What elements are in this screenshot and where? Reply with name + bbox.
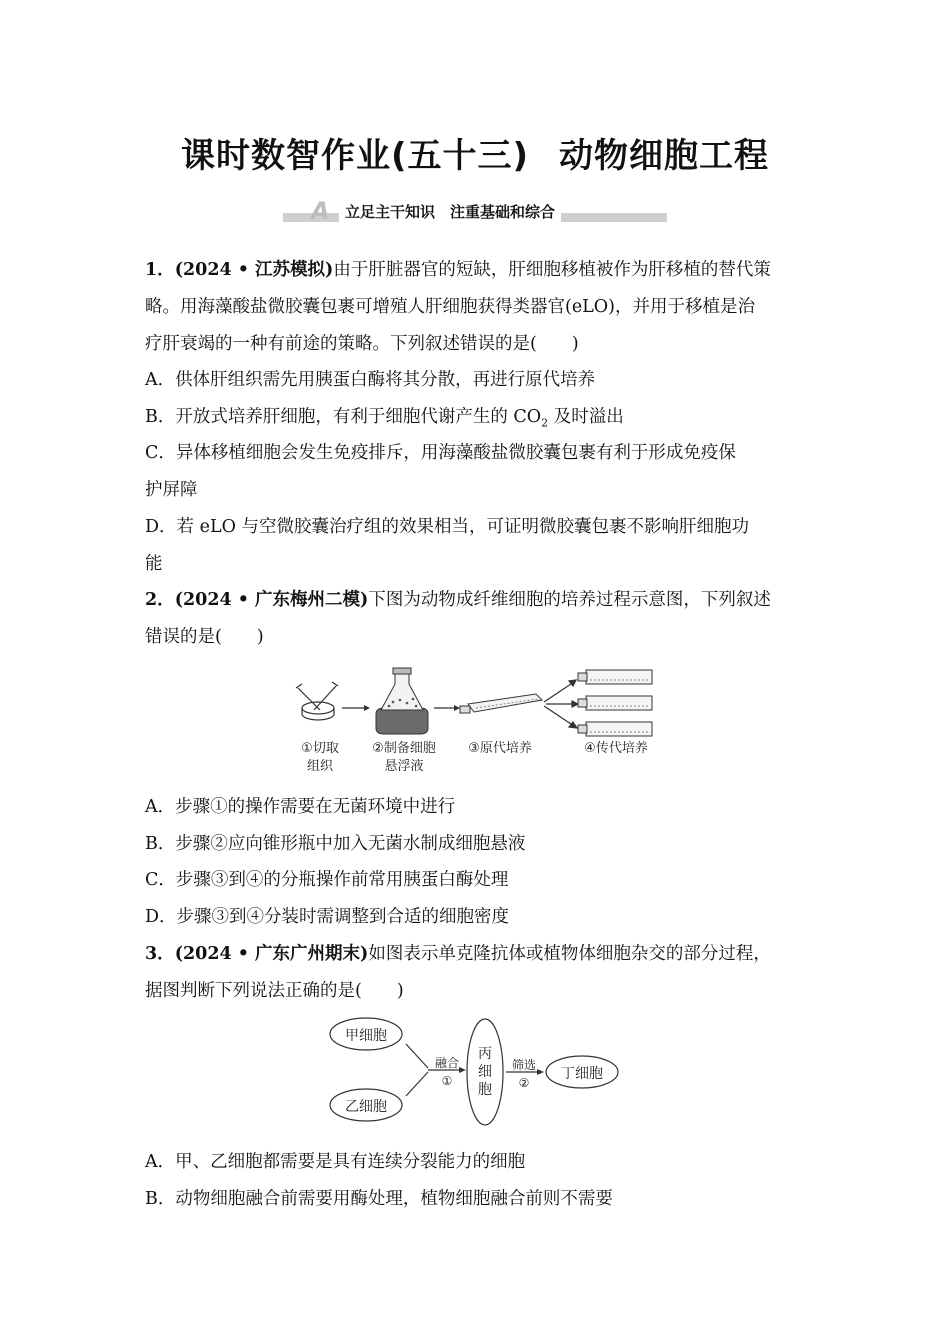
q1-stem-line-2: 略。用海藻酸盐微胶囊包裹可增殖人肝细胞获得类器官(eLO)，并用于移植是治 [145, 297, 755, 317]
step2-number: ② [518, 1076, 530, 1090]
arrow-2-head [454, 705, 460, 711]
q1-source: (2024 • 江苏模拟) [174, 260, 334, 280]
caption-step-4: ④传代培养 [584, 741, 648, 756]
branch-arrows [544, 680, 578, 728]
q1-option-b: B．开放式培养肝细胞，有利于细胞代谢产生的 $CO_2$ 及时溢出 [145, 407, 624, 430]
q2-option-a: A．步骤①的操作需要在无菌环境中进行 [145, 797, 456, 817]
step2-label: 筛选 [511, 1058, 536, 1072]
section-badge-icon: A [311, 197, 330, 225]
caption-step-1: ①切取 组织 [301, 741, 339, 774]
caption-step-2: ②制备细胞 悬浮液 [372, 741, 436, 774]
join-line-a [406, 1044, 428, 1068]
q1-option-c-line-2: 护屏障 [145, 480, 198, 500]
step1-number: ① [441, 1074, 453, 1088]
q2-option-c: C．步骤③到④的分瓶操作前常用胰蛋白酶处理 [145, 870, 509, 890]
q1-option-d-line-1: D．若 eLO 与空微胶囊治疗组的效果相当，可证明微胶囊包裹不影响肝细胞功 [145, 517, 749, 537]
q2-option-d: D．步骤③到④分装时需调整到合适的细胞密度 [145, 907, 510, 927]
q2-stem-line-2: 错误的是( ) [145, 627, 264, 647]
q3-number: 3． [145, 944, 175, 964]
join-line-b [406, 1072, 428, 1096]
cell-culture-diagram [290, 664, 670, 744]
section-banner [283, 197, 667, 225]
step1-label: 融合 [434, 1056, 459, 1070]
q3-source: (2024 • 广东广州期末) [174, 944, 369, 964]
subculture-bottles-icon [578, 670, 652, 736]
cell-a-label: 甲细胞 [345, 1028, 387, 1044]
section-label: 立足主干知识 注重基础和综合 [339, 202, 561, 222]
q2-stem-line-1: 2．(2024 • 广东梅州二模)下图为动物成纤维细胞的培养过程示意图，下列叙述 [145, 590, 771, 610]
q1-option-c-line-1: C．异体移植细胞会发生免疫排斥，用海藻酸盐微胶囊包裹有利于形成免疫保 [145, 443, 736, 463]
arrow-1-head [364, 705, 370, 711]
cell-c-label: 丙 细 胞 [478, 1046, 492, 1098]
q1-option-d-line-2: 能 [145, 554, 163, 574]
q3-stem-line-1: 3．(2024 • 广东广州期末)如图表示单克隆抗体或植物体细胞杂交的部分过程， [145, 944, 771, 964]
title-main: 课时数智作业(五十三) [180, 136, 530, 176]
cell-b-label: 乙细胞 [345, 1099, 387, 1115]
q2-option-b: B．步骤②应向锥形瓶中加入无菌水制成细胞悬液 [145, 834, 526, 854]
cell-d-label: 丁细胞 [561, 1066, 603, 1082]
q2-source: (2024 • 广东梅州二模) [174, 590, 369, 610]
page-title [0, 128, 950, 177]
cell-culture-figure [290, 664, 670, 779]
cell-fusion-figure [326, 1016, 626, 1132]
q1-number: 1． [145, 260, 175, 280]
q1-option-a: A．供体肝组织需先用胰蛋白酶将其分散，再进行原代培养 [145, 370, 596, 390]
q3-option-a: A．甲、乙细胞都需要是具有连续分裂能力的细胞 [145, 1152, 526, 1172]
q3-stem-line-2: 据图判断下列说法正确的是( ) [145, 981, 404, 1001]
q2-number: 2． [145, 590, 175, 610]
caption-step-3: ③原代培养 [468, 741, 532, 756]
q1-stem-line-3: 疗肝衰竭的一种有前途的策略。下列叙述错误的是( ) [145, 334, 579, 354]
dissection-dish-icon [296, 682, 338, 720]
culture-bottle-icon [460, 694, 542, 713]
q1-stem-line-1: 1．(2024 • 江苏模拟)由于肝脏器官的短缺，肝细胞移植被作为肝移植的替代策 [145, 260, 771, 280]
q3-option-b: B．动物细胞融合前需要用酶处理，植物细胞融合前则不需要 [145, 1189, 613, 1209]
flask-icon [376, 668, 428, 734]
title-topic: 动物细胞工程 [559, 136, 770, 176]
